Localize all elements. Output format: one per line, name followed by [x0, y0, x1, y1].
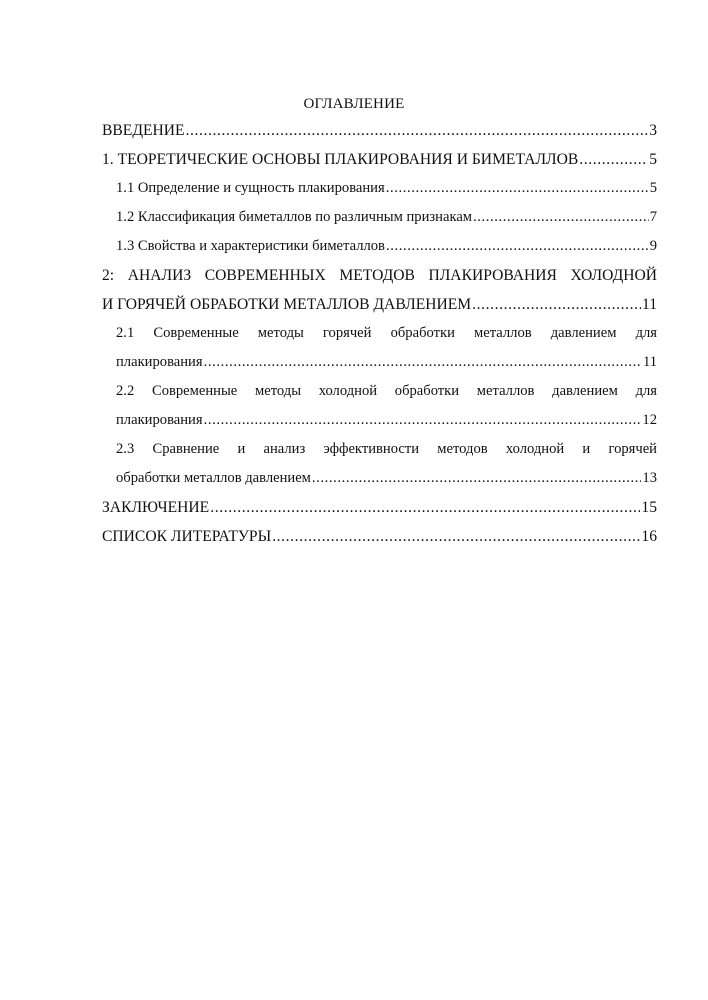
toc-subsection-entry[interactable]	[102, 174, 657, 203]
toc-page-number: 3	[649, 122, 657, 139]
toc-section-entry[interactable]	[102, 522, 657, 551]
toc-section-entry[interactable]	[102, 116, 657, 145]
toc-entry-title: ЗАКЛЮЧЕНИЕ	[102, 499, 210, 516]
dot-leader	[579, 145, 648, 174]
dot-leader	[186, 116, 649, 145]
toc-subsection-entry[interactable]	[102, 377, 657, 435]
toc-entry-last-line	[116, 406, 657, 435]
toc-entry-title: 1.1 Определение и сущность плакирования	[116, 180, 385, 196]
toc-page-number: 5	[649, 180, 657, 196]
toc-entry-last-line	[102, 116, 657, 145]
toc-entry-title: плакирования	[116, 412, 203, 428]
dot-leader	[204, 406, 642, 435]
dot-leader	[210, 493, 640, 522]
toc-entry-line: 2: АНАЛИЗ СОВРЕМЕННЫХ МЕТОДОВ ПЛАКИРОВАНИЯ ХОЛОДНОЙ	[102, 267, 657, 284]
toc-entry-title: СПИСОК ЛИТЕРАТУРЫ	[102, 528, 272, 545]
toc-entry-line: 2.2 Современные методы холодной обработки металлов давлением для	[116, 383, 657, 399]
toc-entry-last-line	[116, 203, 657, 232]
toc-entry-line: 2.1 Современные методы горячей обработки металлов давлением для	[116, 325, 657, 341]
toc-entry-last-line	[116, 348, 657, 377]
toc-page-number: 11	[641, 296, 657, 313]
dot-leader	[272, 522, 640, 551]
toc-page-number: 12	[642, 412, 657, 428]
toc-entry-last-line	[102, 290, 657, 319]
toc-page-number: 11	[642, 354, 657, 370]
toc-entry-last-line	[102, 522, 657, 551]
toc-entry-last-line	[116, 174, 657, 203]
toc-entry-title: 1.2 Классификация биметаллов по различным признакам	[116, 209, 473, 225]
toc-entry-last-line	[102, 493, 657, 522]
toc-title: ОГЛАВЛЕНИЕ	[303, 96, 405, 112]
dot-leader	[472, 290, 641, 319]
toc-subsection-entry[interactable]	[102, 203, 657, 232]
toc-page-number: 7	[649, 209, 657, 225]
toc-page-number: 16	[641, 528, 657, 545]
toc-entry-last-line	[102, 145, 657, 174]
toc-entry-title: обработки металлов давлением	[116, 470, 311, 486]
toc-entry-title: плакирования	[116, 354, 203, 370]
toc-entry-title: 1.3 Свойства и характеристики биметаллов	[116, 238, 385, 254]
dot-leader	[204, 348, 642, 377]
toc-page-number: 5	[649, 151, 657, 168]
toc-subsection-entry[interactable]	[102, 435, 657, 493]
toc-entry-last-line	[116, 464, 657, 493]
toc-page-number: 13	[642, 470, 657, 486]
dot-leader	[386, 174, 649, 203]
toc-entry-line: 2.3 Сравнение и анализ эффективности методов холодной и горячей	[116, 441, 657, 457]
toc-entry-title: И ГОРЯЧЕЙ ОБРАБОТКИ МЕТАЛЛОВ ДАВЛЕНИЕМ	[102, 296, 472, 313]
toc-subsection-entry[interactable]	[102, 319, 657, 377]
toc-section-entry[interactable]	[102, 145, 657, 174]
toc-entry-title: ВВЕДЕНИЕ	[102, 122, 185, 139]
toc-section-entry[interactable]	[102, 493, 657, 522]
toc-entry-last-line	[116, 232, 657, 261]
dot-leader	[312, 464, 641, 493]
toc-page-number: 15	[641, 499, 657, 516]
toc-section-entry[interactable]	[102, 261, 657, 319]
toc-page-number: 9	[649, 238, 657, 254]
toc-subsection-entry[interactable]	[102, 232, 657, 261]
toc-entry-title: 1. ТЕОРЕТИЧЕСКИЕ ОСНОВЫ ПЛАКИРОВАНИЯ И БИМЕТАЛЛОВ	[102, 151, 579, 168]
dot-leader	[386, 232, 649, 261]
dot-leader	[473, 203, 649, 232]
table-of-contents	[102, 116, 657, 551]
